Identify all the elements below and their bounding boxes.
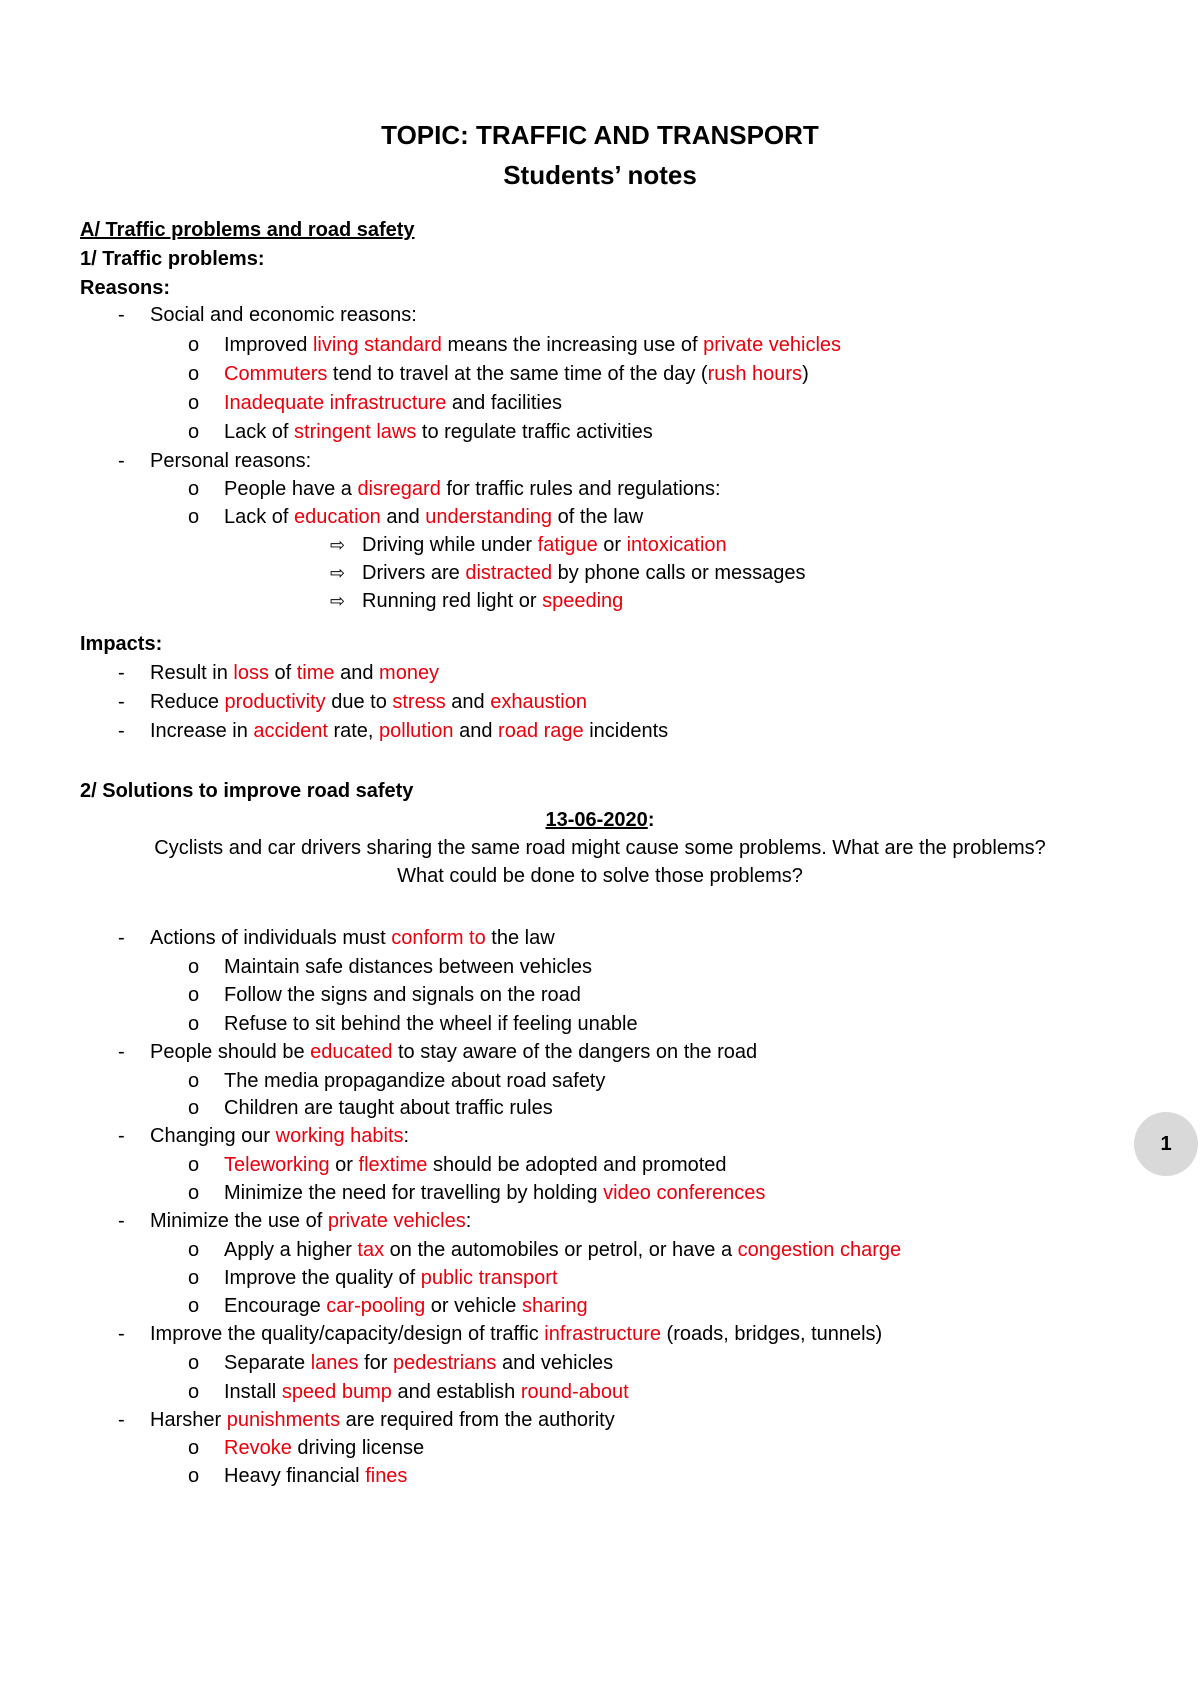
text-run: ): [802, 363, 809, 385]
text-run: Result in: [150, 662, 234, 684]
list-item: [188, 1434, 424, 1462]
arrow-marker: ⇨: [330, 563, 346, 583]
list-item: [188, 1179, 765, 1207]
text-run: :: [465, 1210, 472, 1232]
list-item: [188, 475, 721, 503]
text-run: of: [268, 662, 297, 684]
question-line-2: What could be done to solve those problems?: [397, 865, 803, 887]
list-item: [118, 924, 555, 952]
highlight-term: Teleworking: [224, 1154, 330, 1176]
dash-marker: -: [118, 662, 125, 684]
highlight-term: accident: [253, 720, 328, 742]
dash-marker: -: [118, 450, 125, 472]
text-run: Install: [224, 1381, 282, 1403]
highlight-term: Revoke: [224, 1437, 292, 1459]
text-run: or: [597, 534, 627, 556]
bullet-marker: o: [188, 1013, 200, 1035]
highlight-term: time: [296, 662, 335, 684]
dash-marker: -: [118, 1409, 125, 1431]
bullet-marker: o: [188, 1381, 200, 1403]
highlight-term: conform to: [391, 927, 486, 949]
highlight-term: Inadequate infrastructure: [224, 392, 447, 414]
text-run: tend to travel at the same time of the day (: [327, 363, 708, 385]
list-item: [118, 1320, 882, 1348]
highlight-term: Commuters: [224, 363, 328, 385]
section-a-heading: A/ Traffic problems and road safety: [80, 219, 415, 241]
highlight-term: sharing: [521, 1295, 588, 1317]
list-item: [188, 360, 809, 388]
text-run: and vehicles: [496, 1352, 614, 1374]
highlight-term: punishments: [226, 1409, 341, 1431]
impacts-label: Impacts:: [80, 633, 163, 655]
text-run: to stay aware of the dangers on the road: [392, 1041, 758, 1063]
list-item: [188, 1462, 407, 1490]
arrow-marker: ⇨: [330, 535, 346, 555]
text-run: Improve the quality/capacity/design of traffic: [150, 1323, 545, 1345]
text-run: for traffic rules and regulations:: [440, 478, 721, 500]
text-run: Driving while under: [362, 534, 538, 556]
text-run: on the automobiles or petrol, or have a: [384, 1239, 738, 1261]
bullet-marker: o: [188, 1437, 200, 1459]
text-run: Minimize the need for travelling by holding: [224, 1182, 604, 1204]
text-run: The media propagandize about road safety: [224, 1070, 606, 1092]
text-run: due to: [325, 691, 393, 713]
text-run: driving license: [291, 1437, 425, 1459]
bullet-marker: o: [188, 1465, 200, 1487]
text-run: rate,: [327, 720, 380, 742]
highlight-term: loss: [233, 662, 269, 684]
highlight-term: exhaustion: [490, 691, 587, 713]
page-title: TOPIC: TRAFFIC AND TRANSPORT: [381, 120, 819, 150]
dash-marker: -: [118, 691, 125, 713]
dash-marker: -: [118, 304, 125, 326]
text-run: and: [445, 691, 491, 713]
text-run: Improved: [224, 334, 313, 356]
bullet-marker: o: [188, 1352, 200, 1374]
list-item: [118, 1038, 757, 1066]
highlight-term: disregard: [357, 478, 441, 500]
list-item: [118, 1207, 471, 1235]
highlight-term: speed bump: [281, 1381, 392, 1403]
text-run: Children are taught about traffic rules: [224, 1097, 553, 1119]
text-run: Personal reasons:: [150, 450, 312, 472]
highlight-term: working habits: [275, 1125, 404, 1147]
list-item: [188, 331, 841, 359]
list-item: [118, 1406, 615, 1434]
text-run: Heavy financial: [224, 1465, 366, 1487]
highlight-term: educated: [310, 1041, 393, 1063]
date-line: [0, 806, 1200, 834]
list-item: [118, 717, 668, 745]
highlight-term: pedestrians: [393, 1352, 497, 1374]
reasons-label: Reasons:: [80, 277, 171, 299]
bullet-marker: o: [188, 1295, 200, 1317]
text-run: means the increasing use of: [441, 334, 704, 356]
highlight-term: fines: [365, 1465, 408, 1487]
text-run: Lack of: [224, 506, 295, 528]
highlight-term: flextime: [358, 1154, 428, 1176]
text-run: Increase in: [150, 720, 254, 742]
list-item: [330, 587, 623, 615]
list-item: [118, 301, 417, 329]
list-item: [118, 1122, 409, 1150]
text-run: People have a: [224, 478, 358, 500]
arrow-marker: ⇨: [330, 591, 346, 611]
text-run: Separate: [224, 1352, 311, 1374]
highlight-term: fatigue: [537, 534, 598, 556]
bullet-marker: o: [188, 1239, 200, 1261]
list-item: [188, 1292, 588, 1320]
bullet-marker: o: [188, 1154, 200, 1176]
text-run: or: [329, 1154, 359, 1176]
text-run: Follow the signs and signals on the road: [224, 984, 581, 1006]
text-run: and facilities: [446, 392, 562, 414]
text-run: and establish: [391, 1381, 521, 1403]
highlight-term: road rage: [498, 720, 584, 742]
text-run: Apply a higher: [224, 1239, 358, 1261]
highlight-term: car-pooling: [326, 1295, 426, 1317]
text-run: and: [334, 662, 380, 684]
highlight-term: rush hours: [707, 363, 803, 385]
highlight-term: congestion charge: [737, 1239, 902, 1261]
section-1-heading: 1/ Traffic problems:: [80, 248, 265, 270]
list-item: [188, 1264, 558, 1292]
bullet-marker: o: [188, 421, 200, 443]
dash-marker: -: [118, 927, 125, 949]
list-item: [188, 1151, 727, 1179]
text-run: of the law: [552, 506, 644, 528]
list-item: [118, 688, 587, 716]
list-item: [188, 1010, 638, 1038]
list-item: [118, 659, 439, 687]
text-run: Harsher: [150, 1409, 227, 1431]
list-item: [188, 953, 592, 981]
dash-marker: -: [118, 720, 125, 742]
bullet-marker: o: [188, 478, 200, 500]
date-colon: :: [647, 809, 655, 831]
text-run: Running red light or: [362, 590, 543, 612]
bullet-marker: o: [188, 392, 200, 414]
highlight-term: private vehicles: [703, 334, 842, 356]
text-run: Changing our: [150, 1125, 276, 1147]
highlight-term: round-about: [520, 1381, 629, 1403]
highlight-term: money: [379, 662, 440, 684]
list-item: [188, 1349, 613, 1377]
list-item: [188, 418, 653, 446]
text-run: (roads, bridges, tunnels): [661, 1323, 883, 1345]
text-run: for: [358, 1352, 393, 1374]
bullet-marker: o: [188, 1070, 200, 1092]
highlight-term: public transport: [420, 1267, 558, 1289]
list-item: [330, 559, 806, 587]
dash-marker: -: [118, 1210, 125, 1232]
text-run: :: [403, 1125, 410, 1147]
highlight-term: living standard: [312, 334, 442, 356]
dash-marker: -: [118, 1323, 125, 1345]
list-item: [188, 503, 643, 531]
highlight-term: education: [294, 506, 381, 528]
list-item: [188, 981, 581, 1009]
highlight-term: understanding: [425, 506, 553, 528]
text-run: Improve the quality of: [224, 1267, 421, 1289]
text-run: Minimize the use of: [150, 1210, 328, 1232]
text-run: and: [453, 720, 499, 742]
bullet-marker: o: [188, 984, 200, 1006]
highlight-term: pollution: [379, 720, 454, 742]
highlight-term: private vehicles: [327, 1210, 466, 1232]
bullet-marker: o: [188, 1182, 200, 1204]
text-run: or vehicle: [425, 1295, 522, 1317]
page-number-badge: 1: [1134, 1112, 1198, 1176]
date-text: 13-06-2020: [545, 809, 648, 831]
highlight-term: distracted: [465, 562, 553, 584]
highlight-term: productivity: [224, 691, 326, 713]
list-item: [188, 1094, 553, 1122]
text-run: Encourage: [224, 1295, 327, 1317]
highlight-term: stress: [392, 691, 446, 713]
list-item: [188, 1067, 605, 1095]
list-item: [118, 447, 311, 475]
text-run: Lack of: [224, 421, 295, 443]
highlight-term: intoxication: [626, 534, 727, 556]
highlight-term: speeding: [542, 590, 624, 612]
dash-marker: -: [118, 1125, 125, 1147]
list-item: [330, 531, 727, 559]
text-run: should be adopted and promoted: [427, 1154, 727, 1176]
bullet-marker: o: [188, 956, 200, 978]
text-run: Reduce: [150, 691, 225, 713]
bullet-marker: o: [188, 334, 200, 356]
text-run: Drivers are: [362, 562, 466, 584]
text-run: and: [380, 506, 426, 528]
page-subtitle: Students’ notes: [503, 160, 697, 190]
text-run: Maintain safe distances between vehicles: [224, 956, 592, 978]
text-run: are required from the authority: [340, 1409, 615, 1431]
text-run: Social and economic reasons:: [150, 304, 417, 326]
bullet-marker: o: [188, 363, 200, 385]
highlight-term: stringent laws: [294, 421, 417, 443]
section-2-heading: 2/ Solutions to improve road safety: [80, 780, 414, 802]
text-run: by phone calls or messages: [552, 562, 806, 584]
highlight-term: video conferences: [603, 1182, 766, 1204]
text-run: Actions of individuals must: [150, 927, 392, 949]
text-run: Refuse to sit behind the wheel if feeling unable: [224, 1013, 638, 1035]
question-line-1: Cyclists and car drivers sharing the same road might cause some problems. What are the problems?: [154, 837, 1046, 859]
list-item: [188, 1236, 901, 1264]
text-run: the law: [485, 927, 555, 949]
dash-marker: -: [118, 1041, 125, 1063]
text-run: incidents: [583, 720, 669, 742]
text-run: People should be: [150, 1041, 311, 1063]
bullet-marker: o: [188, 1267, 200, 1289]
list-item: [188, 389, 562, 417]
bullet-marker: o: [188, 506, 200, 528]
highlight-term: tax: [357, 1239, 385, 1261]
bullet-marker: o: [188, 1097, 200, 1119]
list-item: [188, 1378, 629, 1406]
highlight-term: lanes: [310, 1352, 359, 1374]
text-run: to regulate traffic activities: [416, 421, 653, 443]
highlight-term: infrastructure: [544, 1323, 661, 1345]
